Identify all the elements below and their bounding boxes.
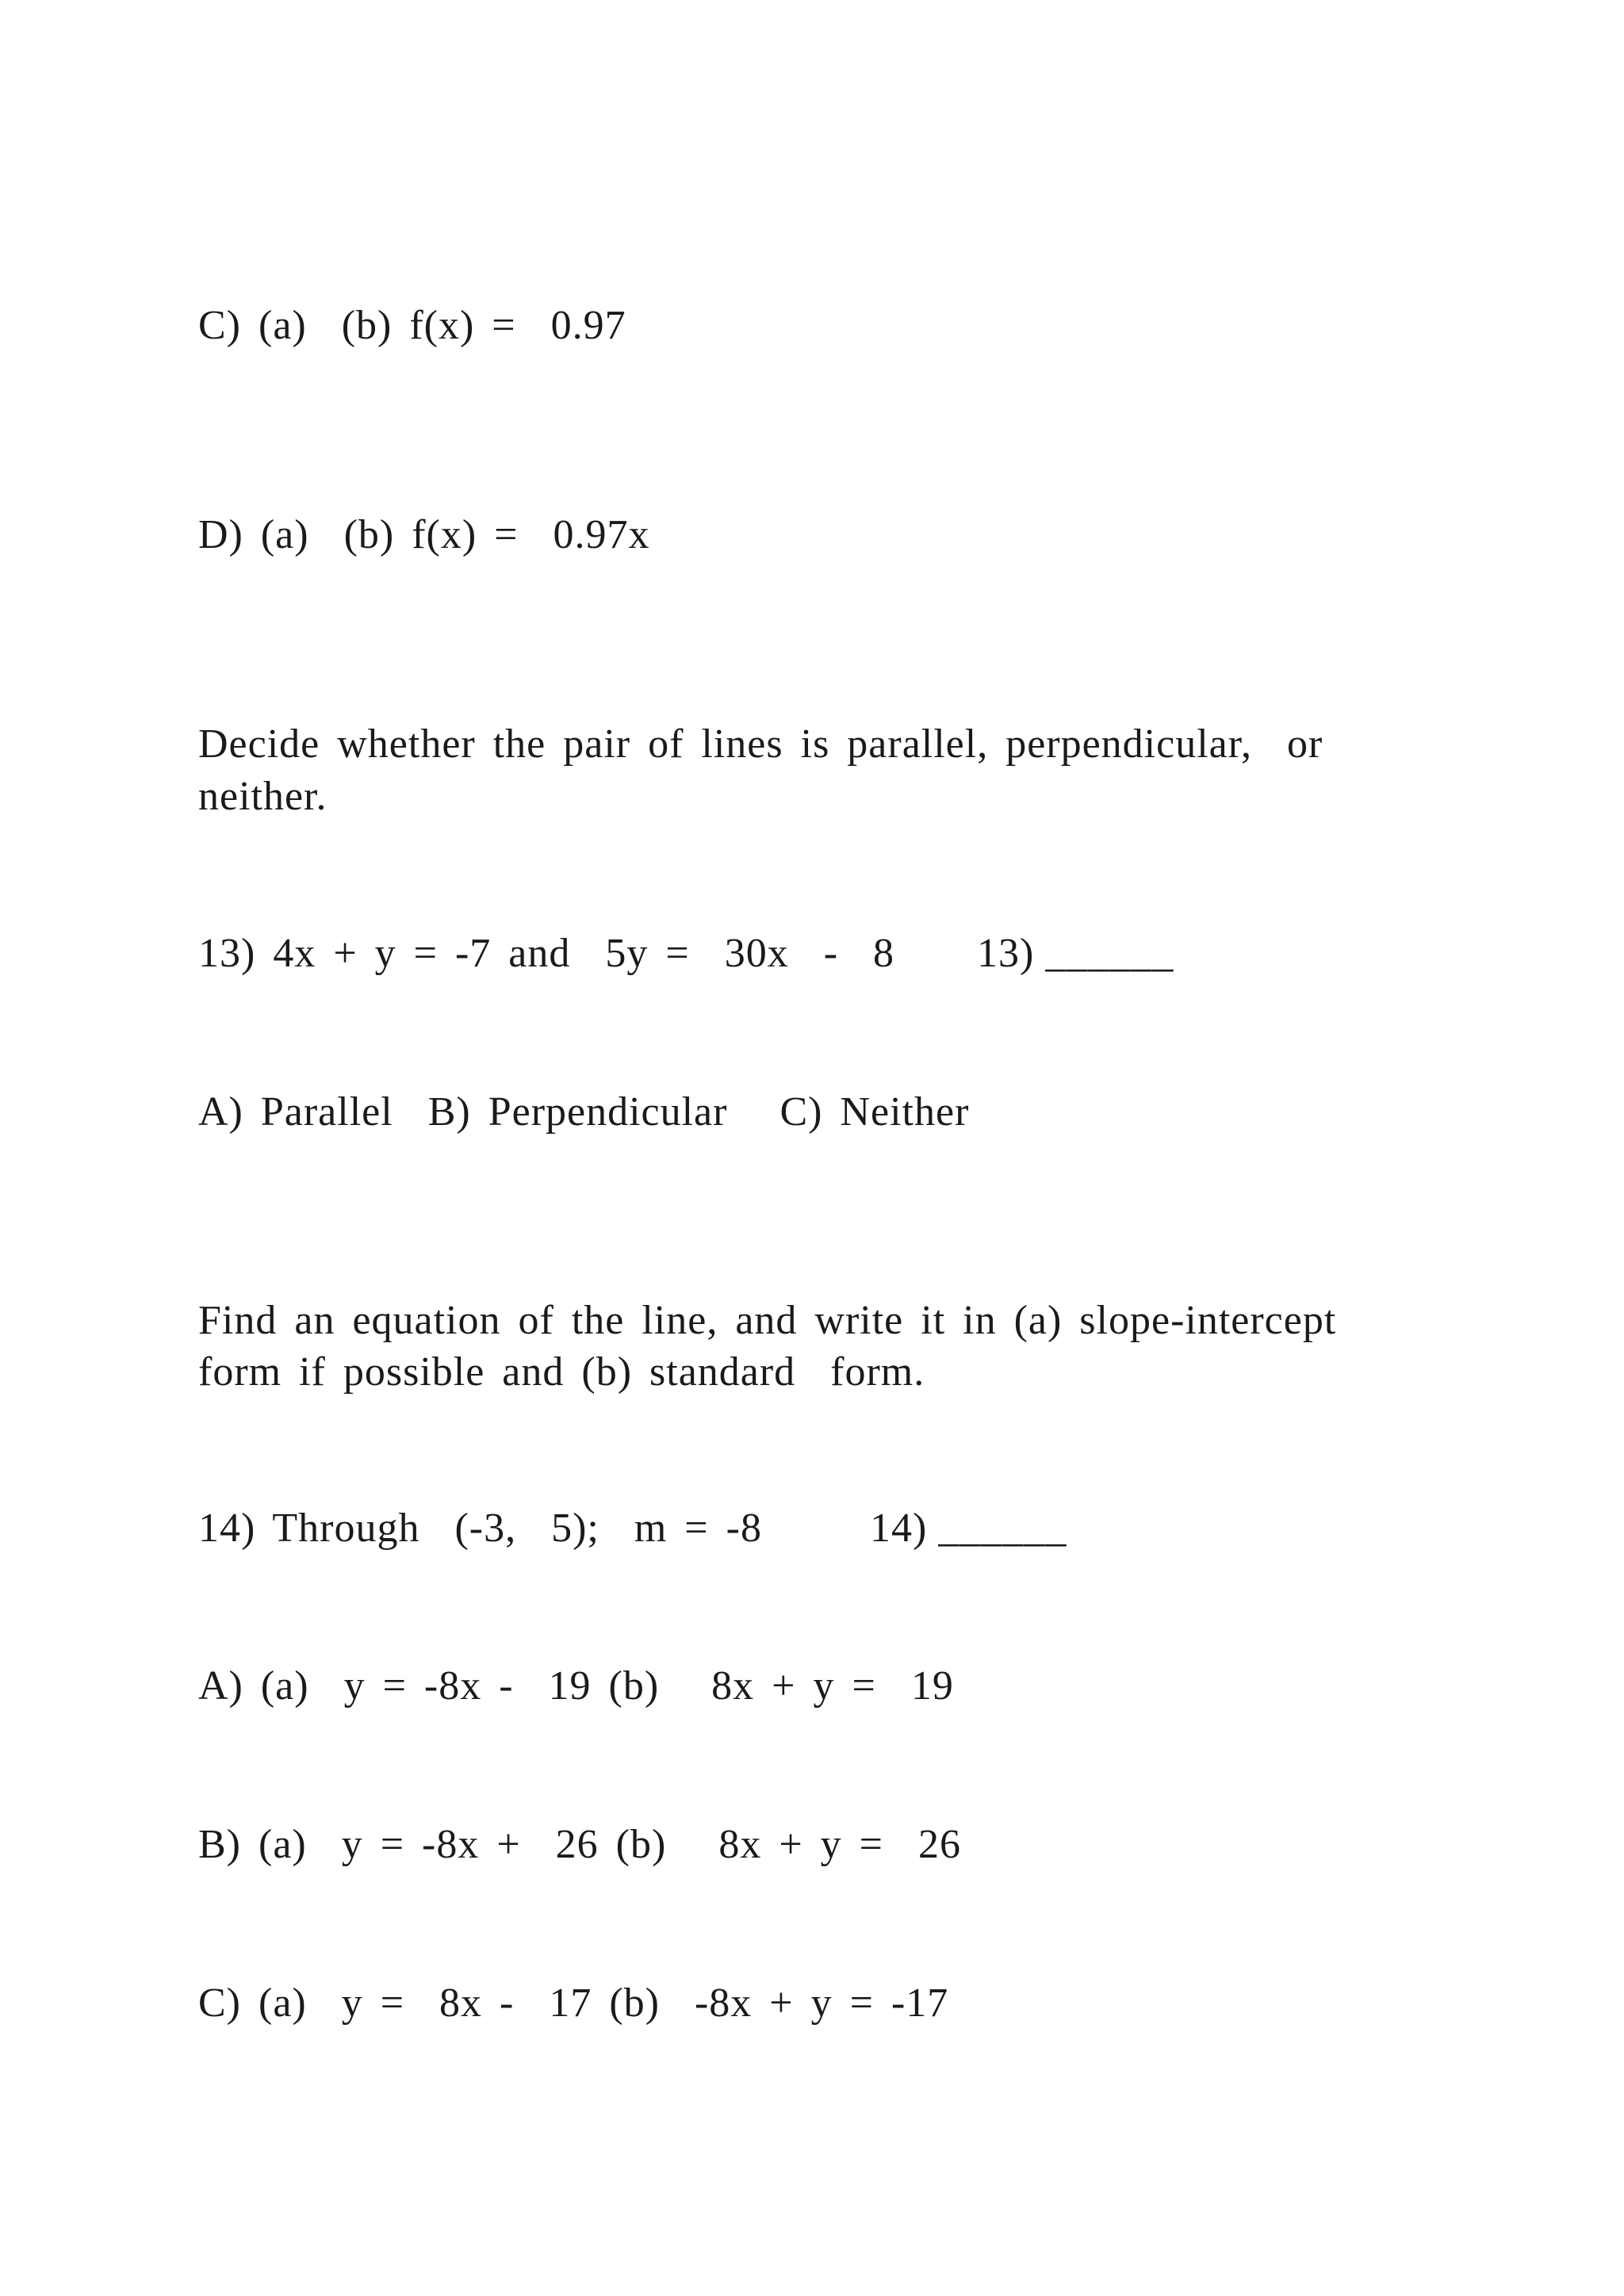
question-13: 13) 4x + y = -7 and 5y = 30x - 8	[198, 931, 895, 976]
instruction-parallel-line2: neither.	[198, 774, 327, 819]
question-14-choice-c: C) (a) y = 8x - 17 (b) -8x + y = -17	[198, 1980, 949, 2026]
question-14-choice-b: B) (a) y = -8x + 26 (b) 8x + y = 26	[198, 1822, 961, 1867]
question-14-choice-a: A) (a) y = -8x - 19 (b) 8x + y = 19	[198, 1663, 954, 1709]
answer-blank-13: 13) ______	[977, 931, 1174, 976]
question-14: 14) Through (-3, 5); m = -8	[198, 1506, 762, 1551]
choice-c-previous: C) (a) (b) f(x) = 0.97	[198, 303, 626, 348]
instruction-equation-line2: form if possible and (b) standard form.	[198, 1349, 925, 1395]
question-13-choices: A) Parallel B) Perpendicular C) Neither	[198, 1089, 970, 1135]
choice-d-previous: D) (a) (b) f(x) = 0.97x	[198, 512, 650, 557]
answer-blank-14: 14) ______	[870, 1506, 1067, 1551]
instruction-equation-line1: Find an equation of the line, and write it in (a) slope-intercept	[198, 1298, 1337, 1343]
instruction-parallel-line1: Decide whether the pair of lines is parallel, perpendicular, or	[198, 721, 1323, 767]
